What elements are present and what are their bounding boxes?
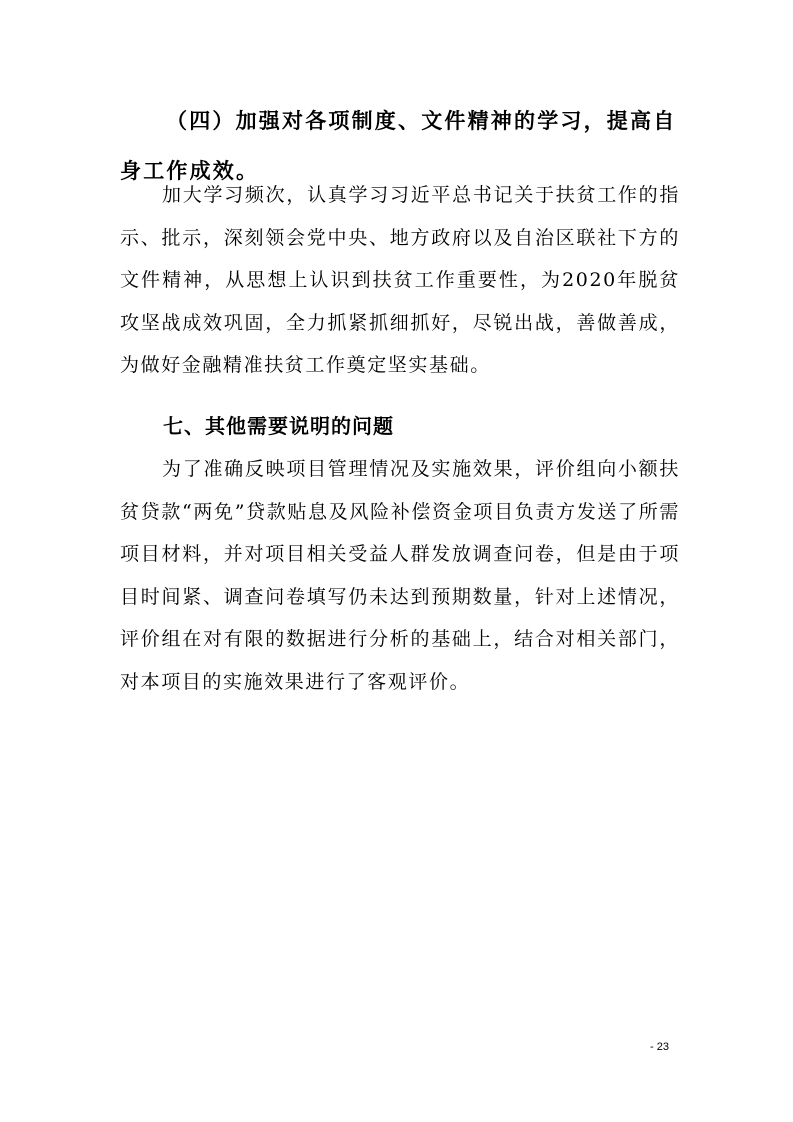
subsection-paragraph: 加大学习频次，认真学习习近平总书记关于扶贫工作的指示、批示，深刻领会党中央、地方政府以及自治区联社下方的文件精神，从思想上认识到扶贫工作重要性，为2020年脱贫攻坚战成效巩固，全力抓紧抓细抓好，尽锐出战，善做善成，为做好金融精准扶贫工作奠定坚实基础。 xyxy=(120,184,680,376)
section-heading: 七、其他需要说明的问题 xyxy=(163,414,394,438)
page-number: - 23 xyxy=(650,1041,669,1053)
subsection-heading: （四）加强对各项制度、文件精神的学习，提高自身工作成效。 xyxy=(120,109,677,183)
section-paragraph: 为了准确反映项目管理情况及实施效果，评价组向小额扶贫贷款“两免”贷款贴息及风险补偿资金项目负责方发送了所需项目材料，并对项目相关受益人群发放调查问卷，但是由于项目时间紧、调查问卷填写仍未达到预期数量，针对上述情况，评价组在对有限的数据进行分析的基础上，结合对相关部门，对本项目的实施效果进行了客观评价。 xyxy=(120,458,680,693)
